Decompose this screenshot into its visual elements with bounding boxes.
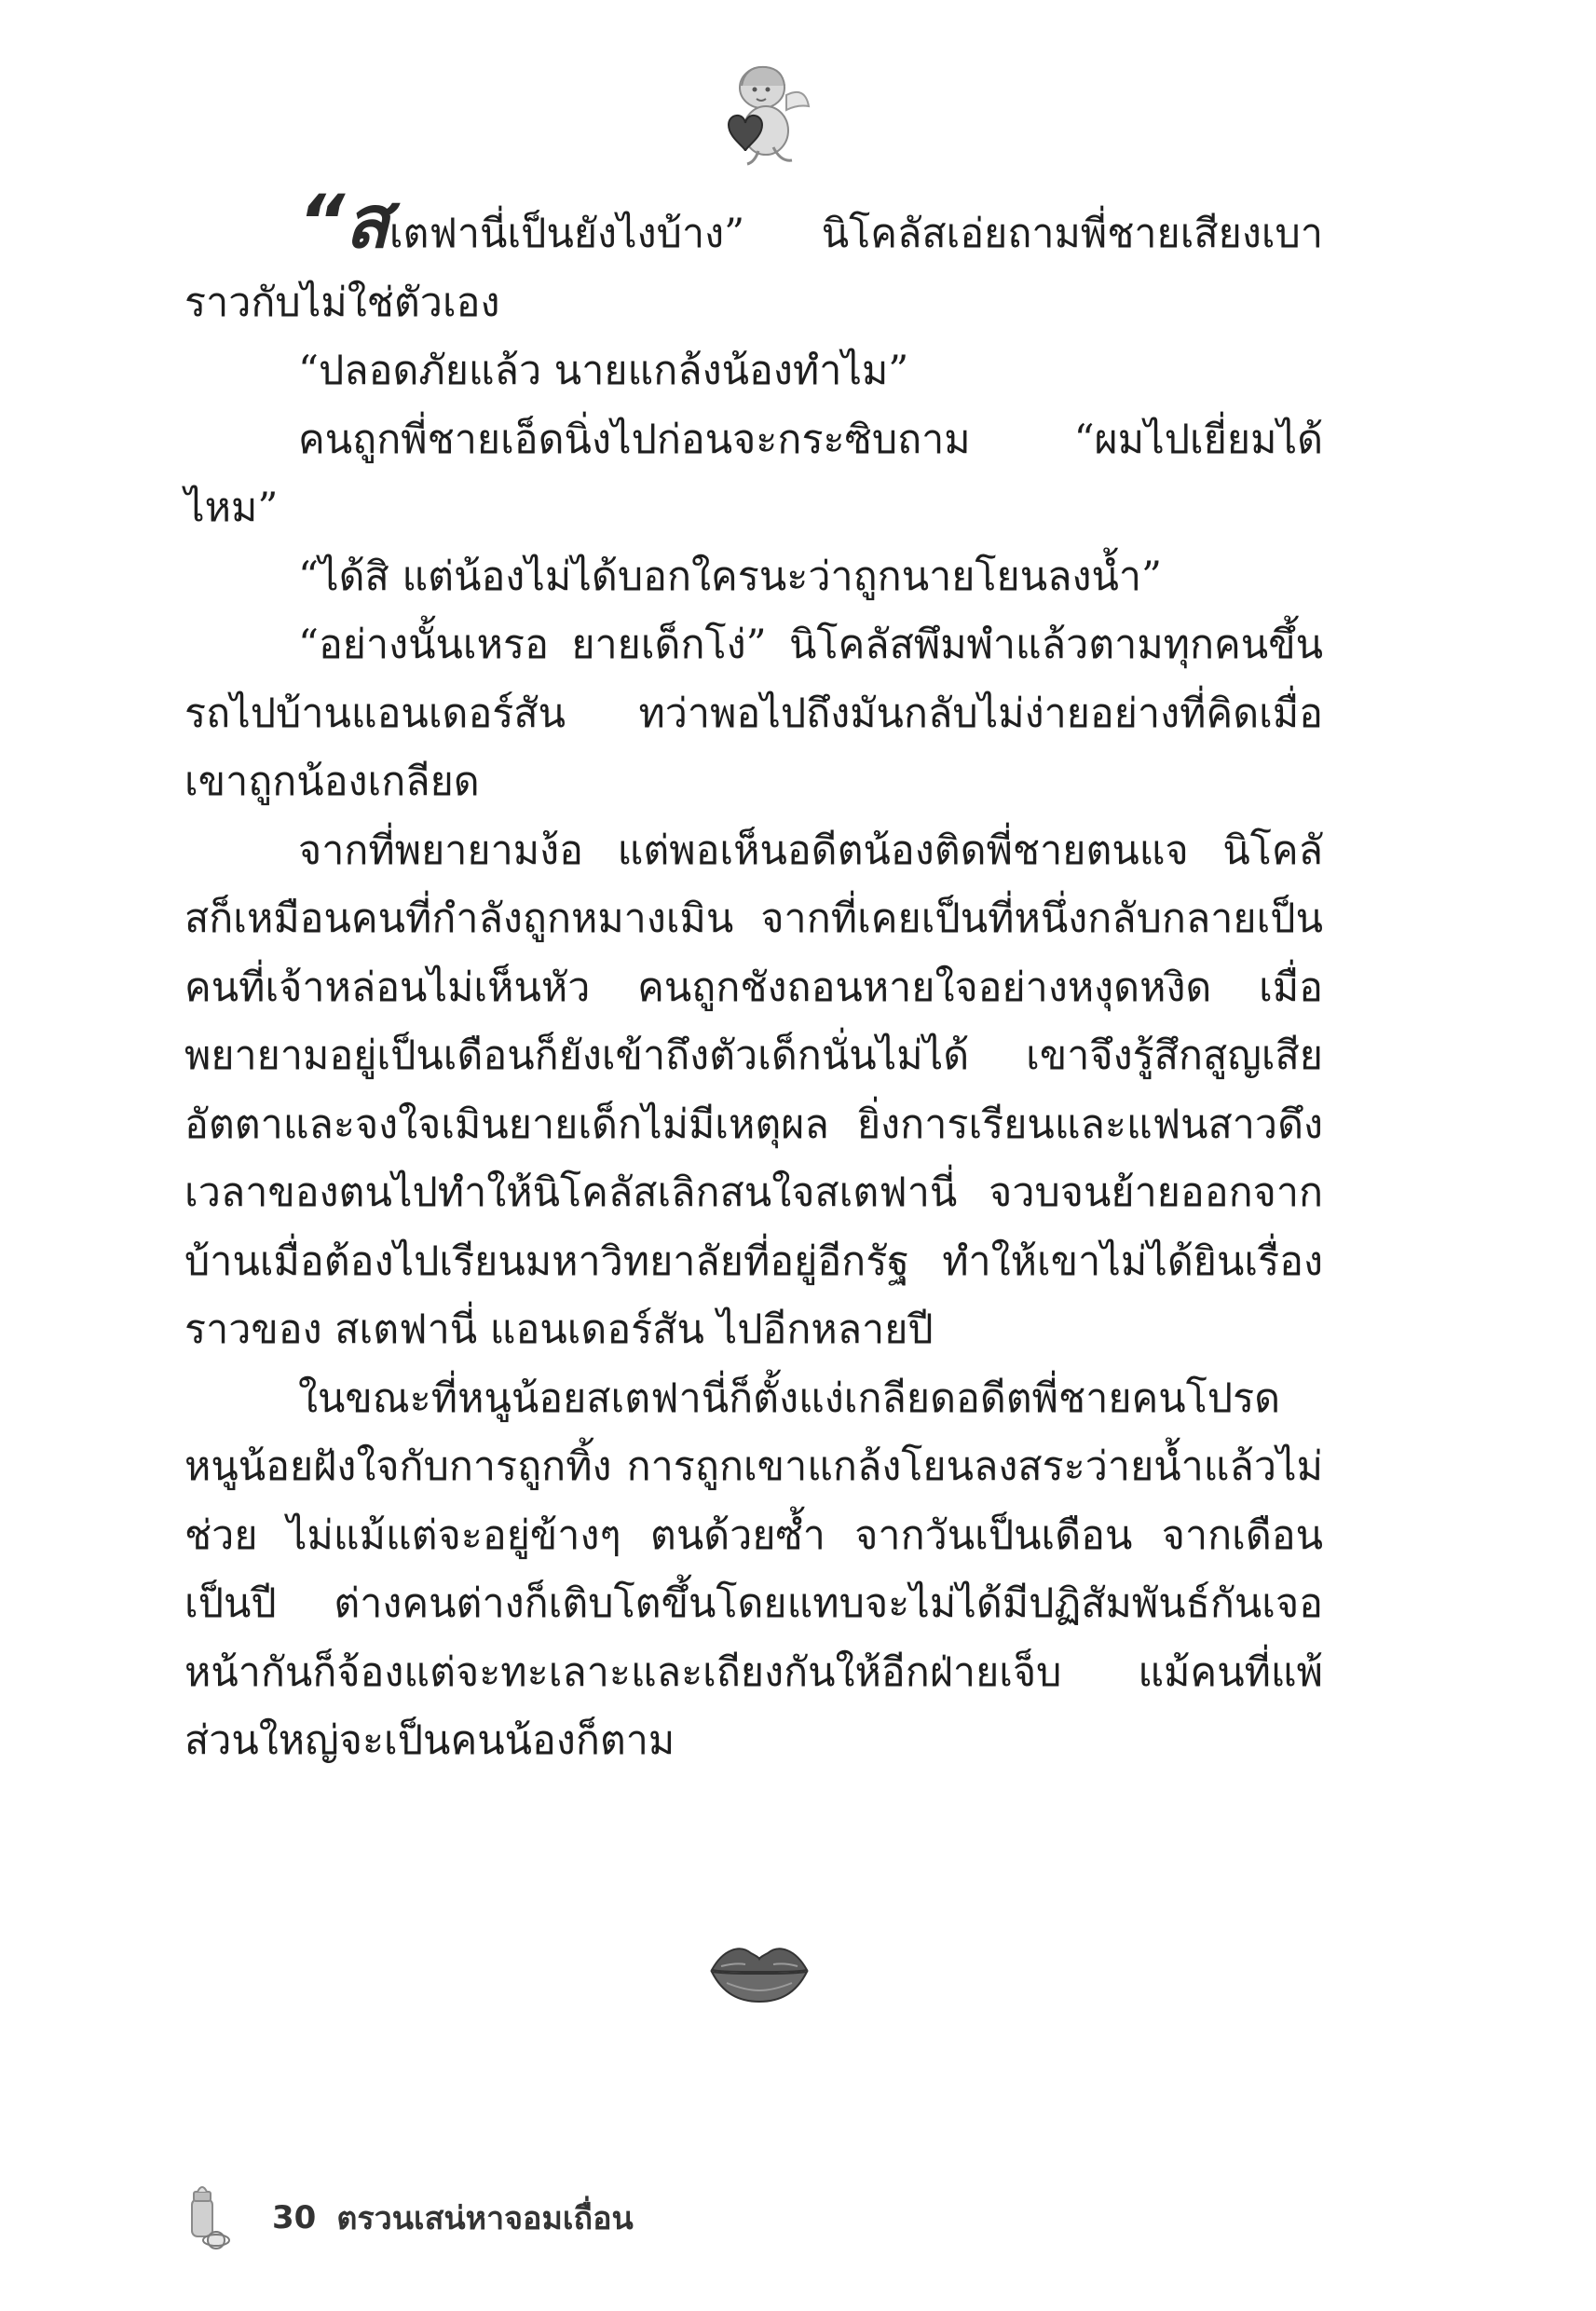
chapter-body-text bbox=[184, 181, 1323, 1776]
page-number: 30 bbox=[272, 2199, 317, 2236]
baby-bottle-pacifier-icon bbox=[184, 2182, 231, 2253]
lips-kiss-icon bbox=[708, 1938, 811, 2005]
paragraph: คนถูกพี่ชายเอ็ดนิ่งไปก่อนจะกระซิบถาม “ผมไปเยี่ยมได้ไหม” bbox=[184, 416, 1323, 531]
drop-cap: “ส bbox=[298, 181, 389, 265]
paragraph: จากที่พยายามง้อ แต่พอเห็นอดีตน้องติดพี่ชายตนแจ นิโคลัสก็เหมือนคนที่กำลังถูกหมางเมิน จากที่เคยเป็นที่หนึ่งกลับกลายเป็นคนที่เจ้าหล่อนไม่เห็นหัว คนถูกชังถอนหายใจอย่างหงุดหงิด เมื่อพยายามอยู่เป็นเดือนก็ยังเข้าถึงตัวเด็กนั่นไม่ได้ เขาจึงรู้สึกสูญเสียอัตตาและจงใจเมินยายเด็กไม่มีเหตุผล ยิ่งการเรียนและแฟนสาวดึงเวลาของตนไปทำให้นิโคลัสเลิกสนใจสเตฟานี่ จวบจนย้ายออกจากบ้านเมื่อต้องไปเรียนมหาวิทยาลัยที่อยู่อีกรัฐ ทำให้เขาไม่ได้ยินเรื่องราวของ สเตฟานี่ แอนเดอร์สัน ไปอีกหลายปี bbox=[184, 827, 1323, 1353]
cherub-holding-heart-icon bbox=[708, 58, 820, 170]
paragraph: ในขณะที่หนูน้อยสเตฟานี่ก็ตั้งแง่เกลียดอดีตพี่ชายคนโปรดหนูน้อยฝังใจกับการถูกทิ้ง การถูกเขาแกล้งโยนลงสระว่ายน้ำแล้วไม่ช่วย ไม่แม้แต่จะอยู่ข้างๆ ตนด้วยซ้ำ จากวันเป็นเดือน จากเดือนเป็นปี ต่างคนต่างก็เติบโตขึ้นโดยแทบจะไม่ได้มีปฏิสัมพันธ์กันเจอหน้ากันก็จ้องแต่จะทะเลาะและเถียงกันให้อีกฝ่ายเจ็บ แม้คนที่แพ้ส่วนใหญ่จะเป็นคนน้องก็ตาม bbox=[184, 1374, 1323, 1764]
paragraph: “ปลอดภัยแล้ว นายแกล้งน้องทำไม” bbox=[298, 348, 909, 394]
paragraph: “อย่างนั้นเหรอ ยายเด็กโง่” นิโคลัสพึมพำแล้วตามทุกคนขึ้นรถไปบ้านแอนเดอร์สัน ทว่าพอไปถึงมันกลับไม่ง่ายอย่างที่คิดเมื่อเขาถูกน้องเกลียด bbox=[184, 622, 1323, 805]
paragraph-text: เตฟานี่เป็นยังไงบ้าง” นิโคลัสเอ่ยถามพี่ชายเสียงเบาราวกับไม่ใช่ตัวเอง bbox=[184, 211, 1323, 326]
paragraph bbox=[184, 181, 1323, 337]
paragraph: “ได้สิ แต่น้องไม่ได้บอกใครนะว่าถูกนายโยนลงน้ำ” bbox=[298, 553, 1162, 600]
page-footer bbox=[184, 2181, 634, 2255]
book-title: ตรวนเสน่หาจอมเถื่อน bbox=[336, 2200, 634, 2237]
